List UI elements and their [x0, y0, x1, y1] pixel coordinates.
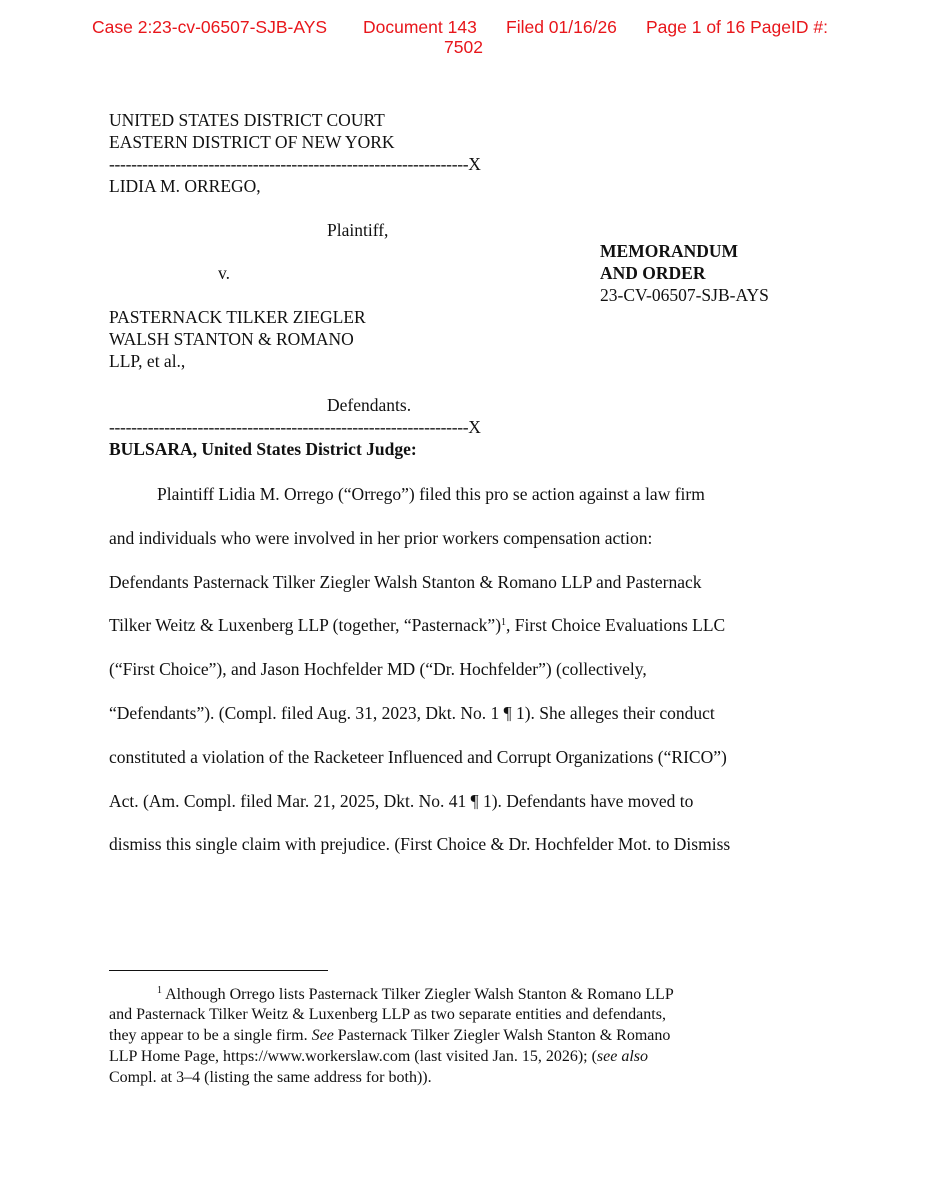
defendant-name-line1: PASTERNACK TILKER ZIEGLER	[109, 307, 366, 327]
header-case-number: Case 2:23-cv-06507-SJB-AYS	[92, 17, 328, 37]
footnote-line-5: Compl. at 3–4 (listing the same address for both)).	[109, 1069, 432, 1086]
document-type-line2: AND ORDER	[600, 263, 706, 283]
plaintiff-name: LIDIA M. ORREGO,	[109, 176, 261, 196]
body-line-8: Act. (Am. Compl. filed Mar. 21, 2025, Dkt. No. 41 ¶ 1). Defendants have moved to	[109, 791, 694, 811]
body-line-4-text-cont: , First Choice Evaluations LLC	[506, 615, 726, 635]
header-page-info: Page 1 of 16 PageID #:	[646, 17, 828, 37]
header-filed-date: Filed 01/16/26	[506, 17, 617, 37]
header-document-number: Document 143	[363, 17, 477, 37]
caption-divider-bottom: -----------------------------------------------------------------X	[109, 417, 481, 437]
versus: v.	[218, 263, 230, 283]
body-line-1: Plaintiff Lidia M. Orrego (“Orrego”) filed this pro se action against a law firm	[157, 484, 705, 504]
body-line-6: “Defendants”). (Compl. filed Aug. 31, 2023, Dkt. No. 1 ¶ 1). She alleges their conduct	[109, 703, 715, 723]
footnote-line-3-text: they appear to be a single firm.	[109, 1027, 312, 1044]
plaintiff-role: Plaintiff,	[327, 220, 389, 240]
court-name: UNITED STATES DISTRICT COURT	[109, 110, 385, 130]
footnote-line-2: and Pasternack Tilker Weitz & Luxenberg LLP as two separate entities and defendants,	[109, 1006, 666, 1023]
defendant-role: Defendants.	[327, 395, 412, 415]
header-pageid: 7502	[444, 37, 483, 57]
defendant-name-line3: LLP, et al.,	[109, 351, 186, 371]
footnote-line-1	[157, 985, 674, 1004]
footnote-line-4-text: LLP Home Page, https://www.workerslaw.com (last visited Jan. 15, 2026); (	[109, 1048, 597, 1065]
footnote-line-3-text-cont: Pasternack Tilker Ziegler Walsh Stanton & Romano	[333, 1027, 671, 1044]
body-line-7: constituted a violation of the Racketeer Influenced and Corrupt Organizations (“RICO”)	[109, 747, 727, 767]
body-line-2: and individuals who were involved in her prior workers compensation action:	[109, 528, 653, 548]
footnote-reference: 1	[501, 617, 507, 628]
body-line-5: (“First Choice”), and Jason Hochfelder MD (“Dr. Hochfelder”) (collectively,	[109, 659, 647, 679]
caption-divider-top: -----------------------------------------------------------------X	[109, 154, 481, 174]
body-line-4-text: Tilker Weitz & Luxenberg LLP (together, “Pasternack”)	[109, 615, 502, 635]
defendant-name-line2: WALSH STANTON & ROMANO	[109, 329, 354, 349]
judge-line: BULSARA, United States District Judge:	[109, 439, 417, 459]
body-line-4	[109, 615, 725, 636]
footnote-line-4	[109, 1048, 648, 1066]
body-line-9: dismiss this single claim with prejudice. (First Choice & Dr. Hochfelder Mot. to Dismiss	[109, 834, 731, 854]
footnote-marker: 1	[157, 985, 162, 996]
document-type-line1: MEMORANDUM	[600, 241, 739, 261]
footnote-see-also-signal: see also	[596, 1048, 649, 1065]
court-district: EASTERN DISTRICT OF NEW YORK	[109, 132, 395, 152]
footnote-line-3	[109, 1027, 670, 1045]
footnote-see-signal: See	[311, 1027, 334, 1044]
footnote-line-1-text: Although Orrego lists Pasternack Tilker Ziegler Walsh Stanton & Romano LLP	[162, 986, 674, 1003]
docket-number: 23-CV-06507-SJB-AYS	[600, 285, 769, 305]
body-line-3: Defendants Pasternack Tilker Ziegler Walsh Stanton & Romano LLP and Pasternack	[109, 572, 702, 592]
footnote-rule	[109, 970, 328, 971]
